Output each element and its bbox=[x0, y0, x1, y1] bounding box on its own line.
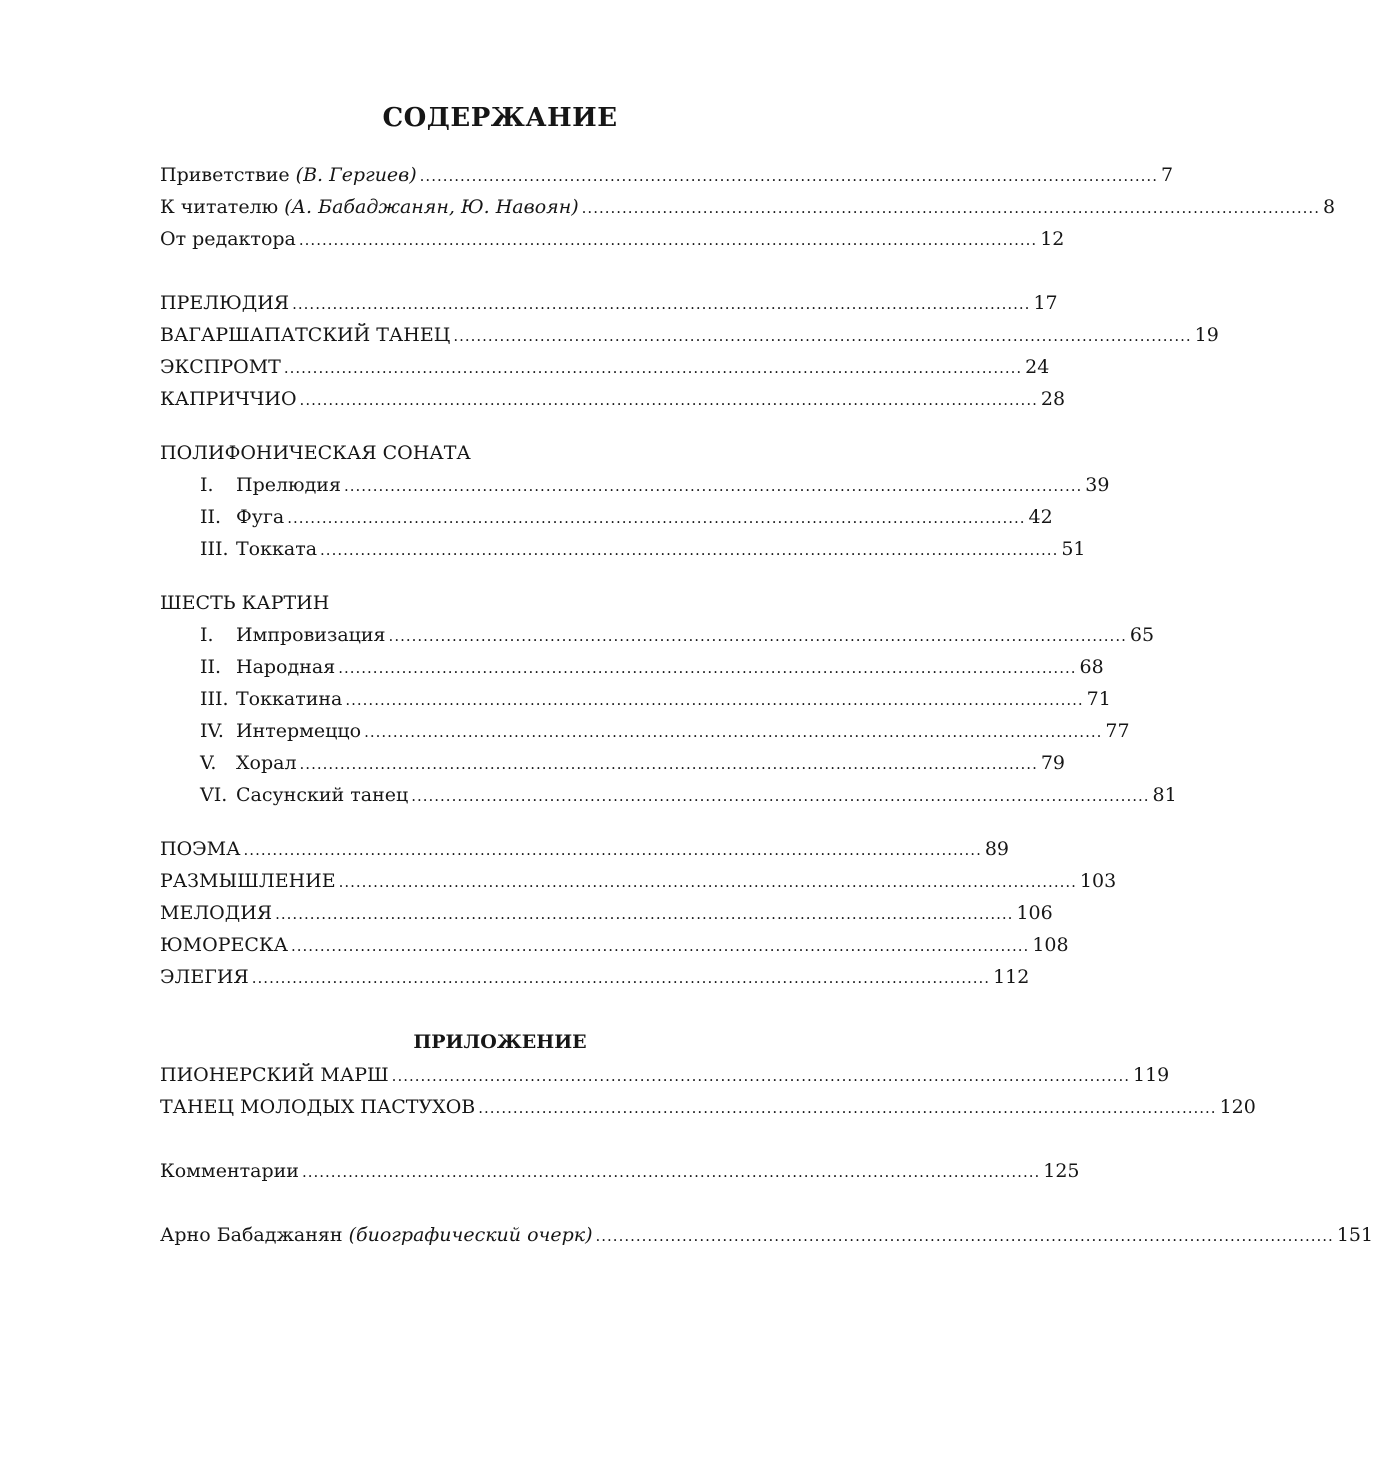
dot-leader: ................................................................................................................................ bbox=[320, 541, 1059, 559]
dot-leader: ................................................................................................................................ bbox=[453, 327, 1192, 345]
dot-leader: ................................................................................................................................ bbox=[345, 691, 1084, 709]
entry-label: Токката bbox=[236, 538, 318, 560]
dot-leader: ................................................................................................................................ bbox=[419, 167, 1158, 185]
entry-author: (В. Гергиев) bbox=[295, 164, 417, 186]
entry-label: ТАНЕЦ МОЛОДЫХ ПАСТУХОВ bbox=[160, 1096, 476, 1118]
part-number: III. bbox=[200, 688, 229, 710]
toc-entry-capriccio[interactable] bbox=[160, 386, 1066, 412]
entry-label: ЭКСПРОМТ bbox=[160, 356, 281, 378]
toc-entry-prelude[interactable] bbox=[160, 290, 1058, 316]
entry-label: К читателю (А. Бабаджанян, Ю. Навоян) bbox=[160, 196, 579, 218]
toc-entry-biography[interactable] bbox=[160, 1222, 1373, 1248]
entry-label: Арно Бабаджанян (биографический очерк) bbox=[160, 1224, 593, 1246]
entry-page-number: 120 bbox=[1219, 1096, 1256, 1118]
entry-page-number: 19 bbox=[1194, 324, 1219, 346]
entry-label: Хорал bbox=[236, 752, 297, 774]
entry-page-number: 8 bbox=[1322, 196, 1336, 218]
entry-page-number: 42 bbox=[1028, 506, 1053, 528]
entry-label: Токкатина bbox=[236, 688, 343, 710]
toc-entry-from-editor[interactable] bbox=[160, 226, 1065, 252]
entry-label: Приветствие (В. Гергиев) bbox=[160, 164, 417, 186]
dot-leader: ................................................................................................................................ bbox=[299, 391, 1038, 409]
toc-entry-humoresque[interactable] bbox=[160, 932, 1069, 958]
entry-page-number: 65 bbox=[1129, 624, 1155, 646]
toc-entry-elegy[interactable] bbox=[160, 964, 1030, 990]
dot-leader: ................................................................................................................................ bbox=[301, 1163, 1041, 1181]
toc-entry-folk[interactable] bbox=[200, 654, 1104, 680]
entry-page-number: 39 bbox=[1085, 474, 1110, 496]
entry-page-number: 12 bbox=[1040, 228, 1065, 250]
entry-page-number: 89 bbox=[984, 838, 1010, 860]
dot-leader: ................................................................................................................................ bbox=[287, 509, 1026, 527]
part-number: VI. bbox=[200, 784, 228, 806]
dot-leader: ................................................................................................................................ bbox=[283, 359, 1023, 377]
entry-label: Интермеццо bbox=[236, 720, 362, 742]
toc-entry-sasun-dance[interactable] bbox=[200, 782, 1177, 808]
section-heading-polyphonic-sonata: ПОЛИФОНИЧЕСКАЯ СОНАТА bbox=[160, 442, 471, 464]
entry-page-number: 125 bbox=[1043, 1160, 1080, 1182]
entry-page-number: 28 bbox=[1040, 388, 1066, 410]
entry-page-number: 71 bbox=[1086, 688, 1111, 710]
dot-leader: ................................................................................................................................ bbox=[364, 723, 1103, 741]
part-number: III. bbox=[200, 538, 229, 560]
dot-leader: ................................................................................................................................ bbox=[338, 659, 1077, 677]
entry-page-number: 77 bbox=[1105, 720, 1130, 742]
toc-entry-chorale[interactable] bbox=[200, 750, 1066, 776]
toc-entry-sonata-toccata[interactable] bbox=[200, 536, 1086, 562]
toc-entry-greeting[interactable] bbox=[160, 162, 1174, 188]
entry-page-number: 112 bbox=[993, 966, 1030, 988]
dot-leader: ................................................................................................................................ bbox=[343, 477, 1083, 495]
entry-page-number: 106 bbox=[1016, 902, 1053, 924]
entry-label: РАЗМЫШЛЕНИЕ bbox=[160, 870, 336, 892]
entry-page-number: 103 bbox=[1079, 870, 1117, 892]
entry-page-number: 151 bbox=[1336, 1224, 1373, 1246]
dot-leader: ................................................................................................................................ bbox=[292, 295, 1031, 313]
entry-label: ВАГАРШАПАТСКИЙ ТАНЕЦ bbox=[160, 324, 451, 346]
dot-leader: ................................................................................................................................ bbox=[391, 1067, 1130, 1085]
section-heading-six-pictures: ШЕСТЬ КАРТИН bbox=[160, 592, 330, 614]
entry-label: ЮМОРЕСКА bbox=[160, 934, 288, 956]
toc-entry-sonata-fugue[interactable] bbox=[200, 504, 1053, 530]
dot-leader: ................................................................................................................................ bbox=[298, 231, 1038, 249]
entry-page-number: 81 bbox=[1152, 784, 1177, 806]
dot-leader: ................................................................................................................................ bbox=[411, 787, 1150, 805]
entry-label: От редактора bbox=[160, 228, 296, 250]
dot-leader: ................................................................................................................................ bbox=[291, 937, 1030, 955]
entry-label: Народная bbox=[236, 656, 336, 678]
toc-entry-commentary[interactable] bbox=[160, 1158, 1080, 1184]
toc-entry-vagharshapat-dance[interactable] bbox=[160, 322, 1219, 348]
entry-label: Комментарии bbox=[160, 1160, 299, 1182]
entry-label: ЭЛЕГИЯ bbox=[160, 966, 249, 988]
entry-label: Прелюдия bbox=[236, 474, 341, 496]
dot-leader: ................................................................................................................................ bbox=[243, 841, 982, 859]
dot-leader: ................................................................................................................................ bbox=[478, 1099, 1217, 1117]
toc-entry-to-reader[interactable] bbox=[160, 194, 1336, 220]
entry-page-number: 7 bbox=[1160, 164, 1174, 186]
part-number: II. bbox=[200, 656, 222, 678]
toc-entry-poem[interactable] bbox=[160, 836, 1010, 862]
part-number: I. bbox=[200, 474, 214, 496]
entry-page-number: 79 bbox=[1040, 752, 1066, 774]
entry-author: (биографический очерк) bbox=[348, 1224, 593, 1246]
dot-leader: ................................................................................................................................ bbox=[338, 873, 1077, 891]
appendix-heading: ПРИЛОЖЕНИЕ bbox=[413, 1031, 587, 1053]
dot-leader: ................................................................................................................................ bbox=[275, 905, 1014, 923]
entry-page-number: 17 bbox=[1033, 292, 1058, 314]
dot-leader: ................................................................................................................................ bbox=[251, 969, 991, 987]
toc-entry-intermezzo[interactable] bbox=[200, 718, 1130, 744]
toc-entry-sonata-prelude[interactable] bbox=[200, 472, 1110, 498]
entry-author: (А. Бабаджанян, Ю. Навоян) bbox=[284, 196, 579, 218]
part-number: I. bbox=[200, 624, 214, 646]
entry-label: Сасунский танец bbox=[236, 784, 409, 806]
toc-entry-young-shepherds-dance[interactable] bbox=[160, 1094, 1256, 1120]
part-number: II. bbox=[200, 506, 222, 528]
entry-page-number: 24 bbox=[1025, 356, 1050, 378]
dot-leader: ................................................................................................................................ bbox=[595, 1227, 1334, 1245]
dot-leader: ................................................................................................................................ bbox=[299, 755, 1038, 773]
toc-entry-impromptu[interactable] bbox=[160, 354, 1050, 380]
entry-label: ПРЕЛЮДИЯ bbox=[160, 292, 290, 314]
part-number: IV. bbox=[200, 720, 224, 742]
entry-label: Фуга bbox=[236, 506, 285, 528]
entry-label: Импровизация bbox=[236, 624, 386, 646]
entry-page-number: 68 bbox=[1079, 656, 1104, 678]
entry-label: МЕЛОДИЯ bbox=[160, 902, 273, 924]
toc-entry-toccatina[interactable] bbox=[200, 686, 1111, 712]
entry-page-number: 119 bbox=[1132, 1064, 1170, 1086]
page-title: СОДЕРЖАНИЕ bbox=[382, 103, 618, 133]
entry-page-number: 108 bbox=[1032, 934, 1069, 956]
entry-label: КАПРИЧЧИО bbox=[160, 388, 297, 410]
toc-entry-melody[interactable] bbox=[160, 900, 1053, 926]
dot-leader: ................................................................................................................................ bbox=[388, 627, 1127, 645]
toc-entry-pioneer-march[interactable] bbox=[160, 1062, 1170, 1088]
entry-label: ПОЭМА bbox=[160, 838, 241, 860]
entry-page-number: 51 bbox=[1061, 538, 1086, 560]
toc-entry-reflection[interactable] bbox=[160, 868, 1117, 894]
toc-entry-improvisation[interactable] bbox=[200, 622, 1155, 648]
part-number: V. bbox=[200, 752, 217, 774]
entry-label: ПИОНЕРСКИЙ МАРШ bbox=[160, 1064, 389, 1086]
dot-leader: ................................................................................................................................ bbox=[581, 199, 1320, 217]
